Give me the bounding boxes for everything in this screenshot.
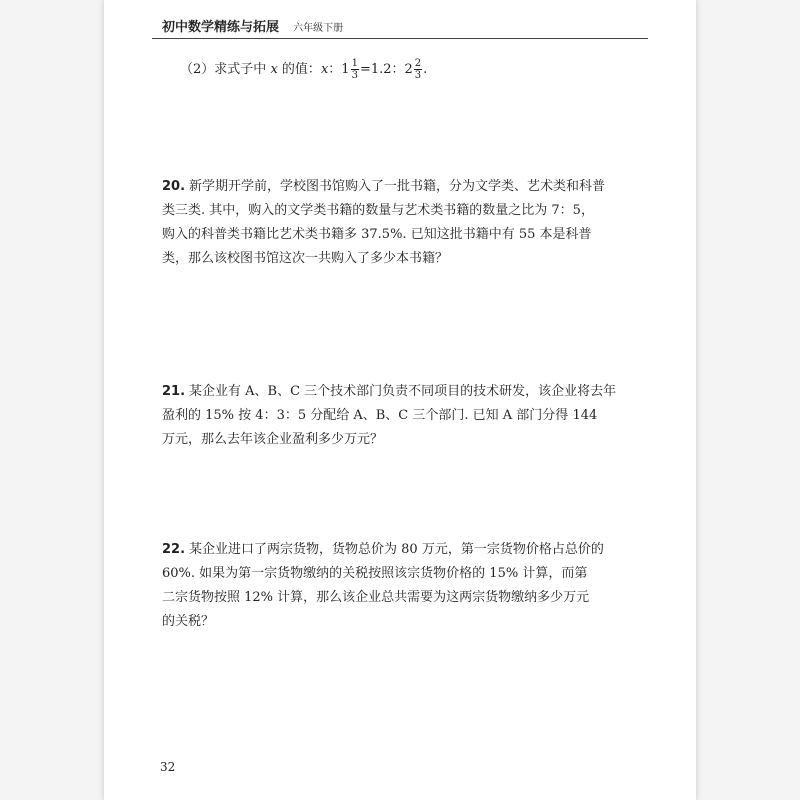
- fraction-1-denominator: 3: [351, 70, 358, 81]
- question-21-line-2: 盈利的 15% 按 4：3：5 分配给 A、B、C 三个部门. 已知 A 部门分得 144: [162, 408, 598, 423]
- question-21-line-1: 21. 某企业有 A、B、C 三个技术部门负责不同项目的技术研发，该企业将去年: [162, 384, 617, 399]
- question-22: [162, 538, 642, 634]
- question-21-line-3: 万元，那么去年该企业盈利多少万元？: [162, 432, 384, 447]
- grade-label: 六年级下册: [293, 23, 344, 34]
- question-20-line-3: 购入的科普类书籍比艺术类书籍多 37.5%. 已知这批书籍中有 55 本是科普: [162, 227, 592, 242]
- page-number: 32: [160, 760, 176, 774]
- whole-number-1: 1: [341, 62, 350, 77]
- question-20-line-2: 类三类. 其中，购入的文学类书籍的数量与艺术类书籍的数量之比为 7：5，: [162, 203, 594, 218]
- sub-question-text-a: 求式子中: [214, 62, 267, 77]
- question-22-line-1: 22. 某企业进口了两宗货物，货物总价为 80 万元，第一宗货物价格占总价的: [162, 542, 604, 557]
- question-22-line-4: 的关税？: [162, 614, 215, 629]
- header-divider: [152, 38, 648, 39]
- equation-middle: =1.2：2: [359, 62, 413, 77]
- page-header: [162, 16, 662, 35]
- variable-x: x: [270, 62, 278, 77]
- question-20-number: 20.: [162, 179, 186, 194]
- question-20: [162, 175, 642, 271]
- question-20-line-1: 20. 新学期开学前，学校图书馆购入了一批书籍，分为文学类、艺术类和科普: [162, 179, 606, 194]
- question-22-number: 22.: [162, 542, 186, 557]
- question-22-line-3: 二宗货物按照 12% 计算，那么该企业总共需要为这两宗货物缴纳多少万元: [162, 590, 590, 605]
- question-20-line-4: 类，那么该校图书馆这次一共购入了多少本书籍？: [162, 251, 449, 266]
- book-page: [104, 0, 696, 800]
- colon: ：: [328, 62, 342, 77]
- equation-x: x: [320, 62, 329, 77]
- question-21: [162, 380, 642, 452]
- fraction-2-denominator: 3: [414, 70, 422, 81]
- sub-question-2: [180, 58, 427, 81]
- sub-question-text-b: 的值：: [281, 62, 321, 77]
- fraction-1-numerator: 1: [351, 58, 358, 69]
- sub-question-label: （2）: [180, 62, 215, 77]
- fraction-one-third: [351, 58, 359, 81]
- book-title: 初中数学精练与拓展: [162, 20, 280, 35]
- fraction-2-numerator: 2: [414, 58, 422, 69]
- question-22-line-2: 60%. 如果为第一宗货物缴纳的关税按照该宗货物价格的 15% 计算，而第: [162, 566, 588, 581]
- period: .: [423, 62, 428, 77]
- fraction-two-thirds: [414, 58, 422, 81]
- question-21-number: 21.: [162, 384, 186, 399]
